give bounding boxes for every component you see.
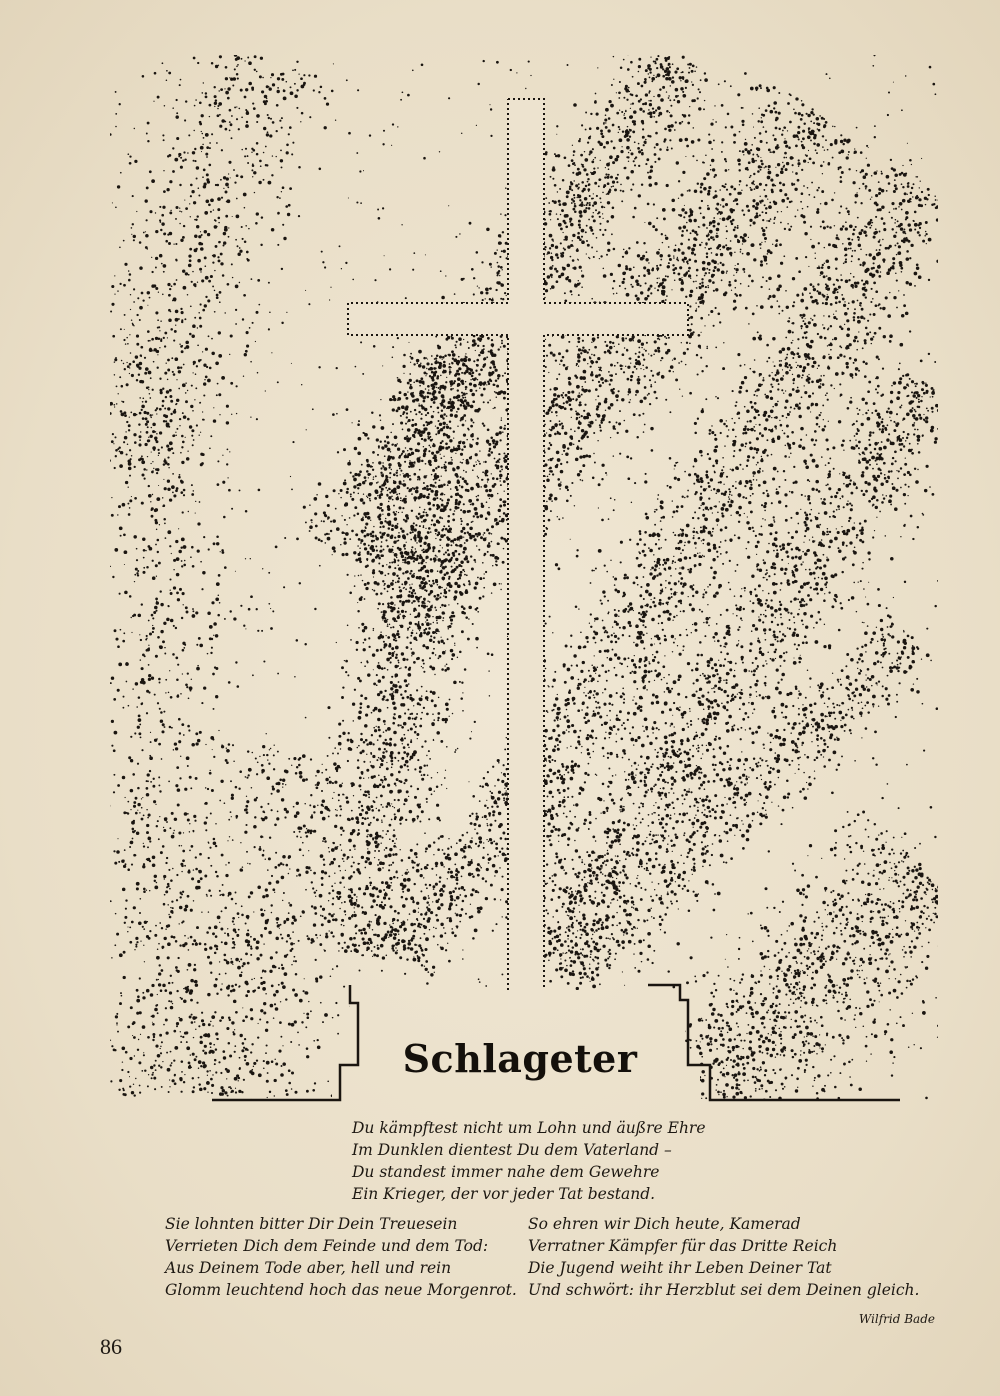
stanza-1 bbox=[352, 1117, 706, 1205]
stanza-line: Die Jugend weiht ihr Leben Deiner Tat bbox=[528, 1259, 832, 1277]
cross-icon bbox=[100, 55, 940, 1130]
stanza-line: Und schwört: ihr Herzblut sei dem Deinen gleich. bbox=[528, 1281, 920, 1299]
stanza-line: So ehren wir Dich heute, Kamerad bbox=[528, 1215, 801, 1233]
stanza-line: Sie lohnten bitter Dir Dein Treuesein bbox=[165, 1215, 458, 1233]
cross-shape bbox=[348, 99, 688, 1009]
stanza-line: Verrieten Dich dem Feinde und dem Tod: bbox=[165, 1237, 489, 1255]
stanza-line: Verratner Kämpfer für das Dritte Reich bbox=[528, 1237, 838, 1255]
poem-title: Schlageter bbox=[402, 1036, 638, 1081]
stanza-line: Du kämpftest nicht um Lohn und äußre Ehre bbox=[352, 1119, 706, 1137]
stanza-line: Aus Deinem Tode aber, hell und rein bbox=[165, 1259, 452, 1277]
stanza-line: Glomm leuchtend hoch das neue Morgenrot. bbox=[165, 1281, 517, 1299]
stanza-line: Du standest immer nahe dem Gewehre bbox=[352, 1163, 660, 1181]
page-number: 86 bbox=[100, 1334, 122, 1359]
stippled-cross-illustration bbox=[100, 55, 940, 1130]
stanza-3 bbox=[528, 1213, 919, 1301]
stanza-line: Ein Krieger, der vor jeder Tat bestand. bbox=[352, 1185, 656, 1203]
stanza-2 bbox=[165, 1213, 517, 1301]
stanza-line: Im Dunklen dientest Du dem Vaterland – bbox=[352, 1141, 672, 1159]
poem-author: Wilfrid Bade bbox=[858, 1312, 935, 1326]
